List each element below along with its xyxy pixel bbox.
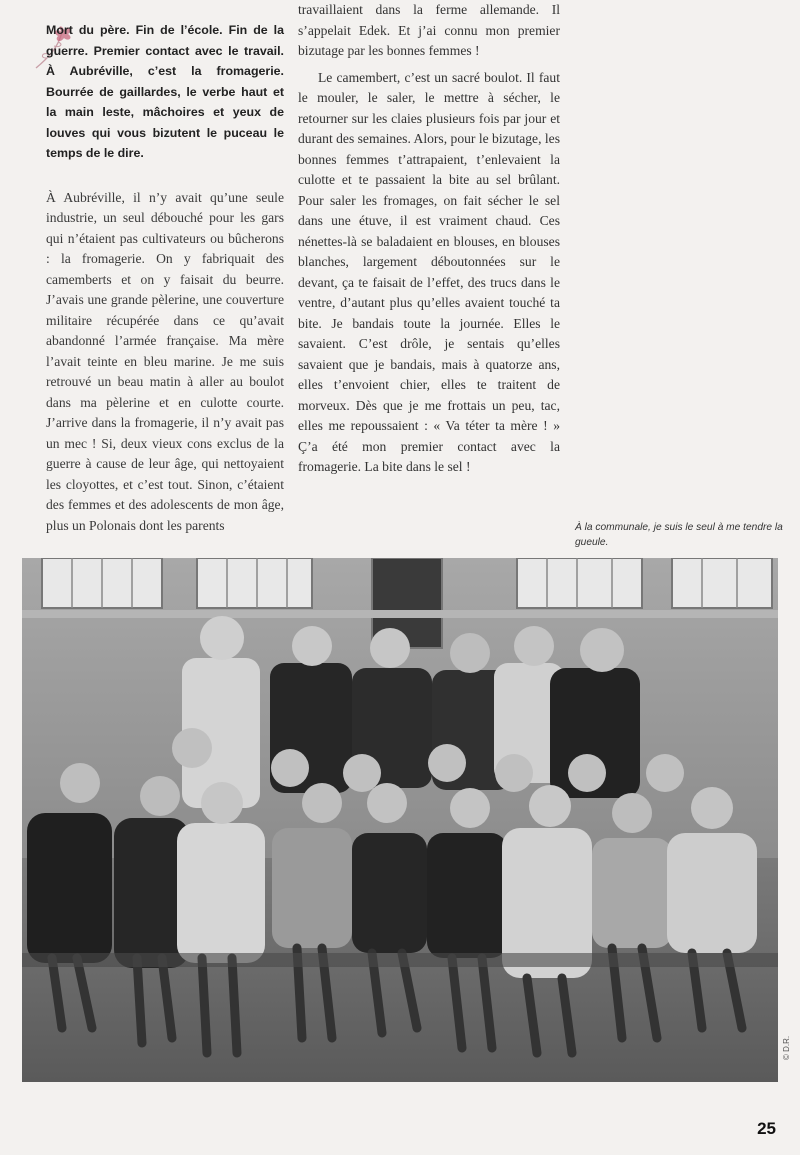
page-number: 25 — [757, 1119, 776, 1138]
middle-paragraph-1: travaillaient dans la ferme allemande. Il s’appelait Edek. Et j’ai connu mon premier bizutage par les bonnes femmes ! — [298, 2, 560, 58]
photo-caption: À la communale, je suis le seul à me tendre la gueule. — [575, 522, 783, 548]
left-column — [46, 0, 284, 536]
photo-credit: © D.R. — [782, 1035, 791, 1060]
lead-paragraph: Mort du père. Fin de l’école. Fin de la guerre. Premier contact avec le travail. À Aubréville, c’est la fromagerie. Bourrée de gaillardes, le verbe haut et la main leste, mâchoires et yeux de louves qui vous bizutent le puceau le temps de le dire. — [46, 23, 284, 160]
left-body-paragraph: À Aubréville, il n’y avait qu’une seule industrie, un seul débouché pour les gars qui n’étaient pas cultivateurs ou bûcherons : la fromagerie. On y fabriquait des camemberts et on y faisait du beurre. J’avais une grande pèlerine, une couverture militaire récupérée dans ce qu’avait abandonné l’armée française. Ma mère l’avait teinte en bleu marine. Je me suis retrouvé un beau matin à aller au boulot dans ma pèlerine et en culotte courte. J’arrive dans la fromagerie, il n’y avait pas un mec ! Si, deux vieux cons exclus de la guerre à cause de leur âge, qui nettoyaient les cloyottes, et c’est tout. Sinon, c’étaient des femmes et des adolescents de mon âge, plus un Polonais dont les parents — [46, 189, 284, 533]
middle-paragraph-2: Le camembert, c’est un sacré boulot. Il faut le mouler, le saler, le mettre à sécher, le retourner sur les claies plusieurs fois par jour et durant des semaines. Alors, pour le bizutage, les bonnes femmes t’attrapaient, t’enlevaient la culotte et te passaient la bite au sel brûlant. Pour saler les fromages, on fait sécher le sel dans une étuve, il est vraiment chaud. Ces nénettes-là se baladaient en blouses, en blouses blanches, largement déboutonnées sur le devant, ça te faisait de l’effet, des trucs dans le ventre, d’autant plus qu’elles avaient touché ta bite. Je bandais toute la journée. Elles le savaient. C’est drôle, je sentais qu’elles savaient que je bandais, mais à quatorze ans, elles t’envoient chier, elles te traitent de morveux. Dès que je me frottais un peu, tac, elles me repoussaient : « Va téter ta mère ! » Ç’a été mon premier contact avec la fromagerie. La bite dans le sel ! — [298, 69, 560, 474]
middle-column — [298, 0, 560, 478]
class-photo — [22, 558, 778, 1082]
class-photo-icon — [22, 558, 778, 1082]
